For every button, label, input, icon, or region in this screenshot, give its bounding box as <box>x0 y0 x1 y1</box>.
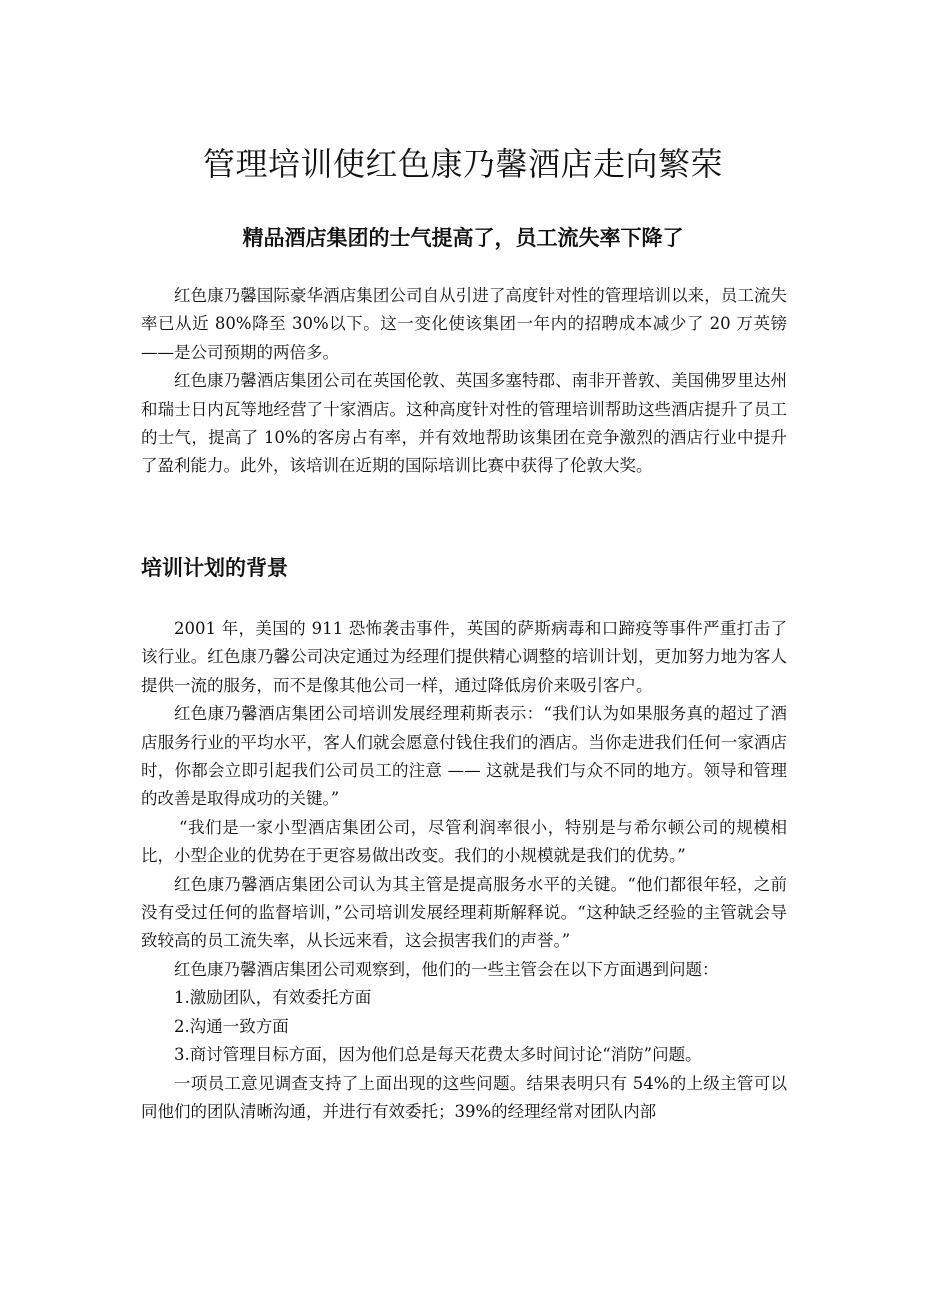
paragraph: 红色康乃馨酒店集团公司在英国伦敦、英国多塞特郡、南非开普敦、美国佛罗里达州和瑞士日内瓦等地经营了十家酒店。这种高度针对性的管理培训帮助这些酒店提升了员工的士气，提高了 10%的客房占有率，并有效地帮助该集团在竞争激烈的酒店行业中提升了盈利能力。此外，该培训在近期的国际培训比赛中获得了伦敦大奖。 <box>141 371 787 476</box>
paragraph: “我们是一家小型酒店集团公司，尽管利润率很小，特别是与希尔顿公司的规模相比，小型企业的优势在于更容易做出改变。我们的小规模就是我们的优势。” <box>141 817 787 866</box>
paragraph: 2001 年，美国的 911 恐怖袭击事件，英国的萨斯病毒和口蹄疫等事件严重打击了该行业。红色康乃馨公司决定通过为经理们提供精心调整的培训计划，更加努力地为客人提供一流的服务，而不是像其他公司一样，通过降低房价来吸引客户。 <box>141 619 787 695</box>
paragraph: 红色康乃馨酒店集团公司培训发展经理莉斯表示：“我们认为如果服务真的超过了酒店服务行业的平均水平，客人们就会愿意付钱住我们的酒店。当你走进我们任何一家酒店时，你都会立即引起我们公司员工的注意 —— 这就是我们与众不同的地方。领导和管理的改善是取得成功的关键。” <box>141 704 787 809</box>
paragraph: 红色康乃馨酒店集团公司认为其主管是提高服务水平的关键。“他们都很年轻，之前没有受过任何的监督培训，”公司培训发展经理莉斯解释说。“这种缺乏经验的主管就会导致较高的员工流失率，从长远来看，这会损害我们的声誉。” <box>141 874 787 951</box>
paragraph: 红色康乃馨国际豪华酒店集团公司自从引进了高度针对性的管理培训以来，员工流失率已从近 80%降至 30%以下。这一变化使该集团一年内的招聘成本减少了 20 万英镑——是公司预期的两倍多。 <box>141 286 787 362</box>
list-item: 1.激励团队，有效委托方面 <box>174 988 372 1008</box>
document-title: 管理培训使红色康乃馨酒店走向繁荣 <box>202 145 723 183</box>
paragraph: 一项员工意见调查支持了上面出现的这些问题。结果表明只有 54%的上级主管可以同他们的团队清晰沟通，并进行有效委托；39%的经理经常对团队内部 <box>141 1073 787 1121</box>
document-subtitle: 精品酒店集团的士气提高了，员工流失率下降了 <box>242 226 684 250</box>
intro-section <box>141 282 787 481</box>
list-item: 3.商讨管理目标方面，因为他们总是每天花费太多时间讨论“消防”问题。 <box>174 1045 702 1065</box>
background-section <box>141 615 787 1126</box>
section-heading: 培训计划的背景 <box>141 556 288 580</box>
paragraph: 红色康乃馨酒店集团公司观察到，他们的一些主管会在以下方面遇到问题： <box>174 959 719 979</box>
list-item: 2.沟通一致方面 <box>174 1016 289 1036</box>
